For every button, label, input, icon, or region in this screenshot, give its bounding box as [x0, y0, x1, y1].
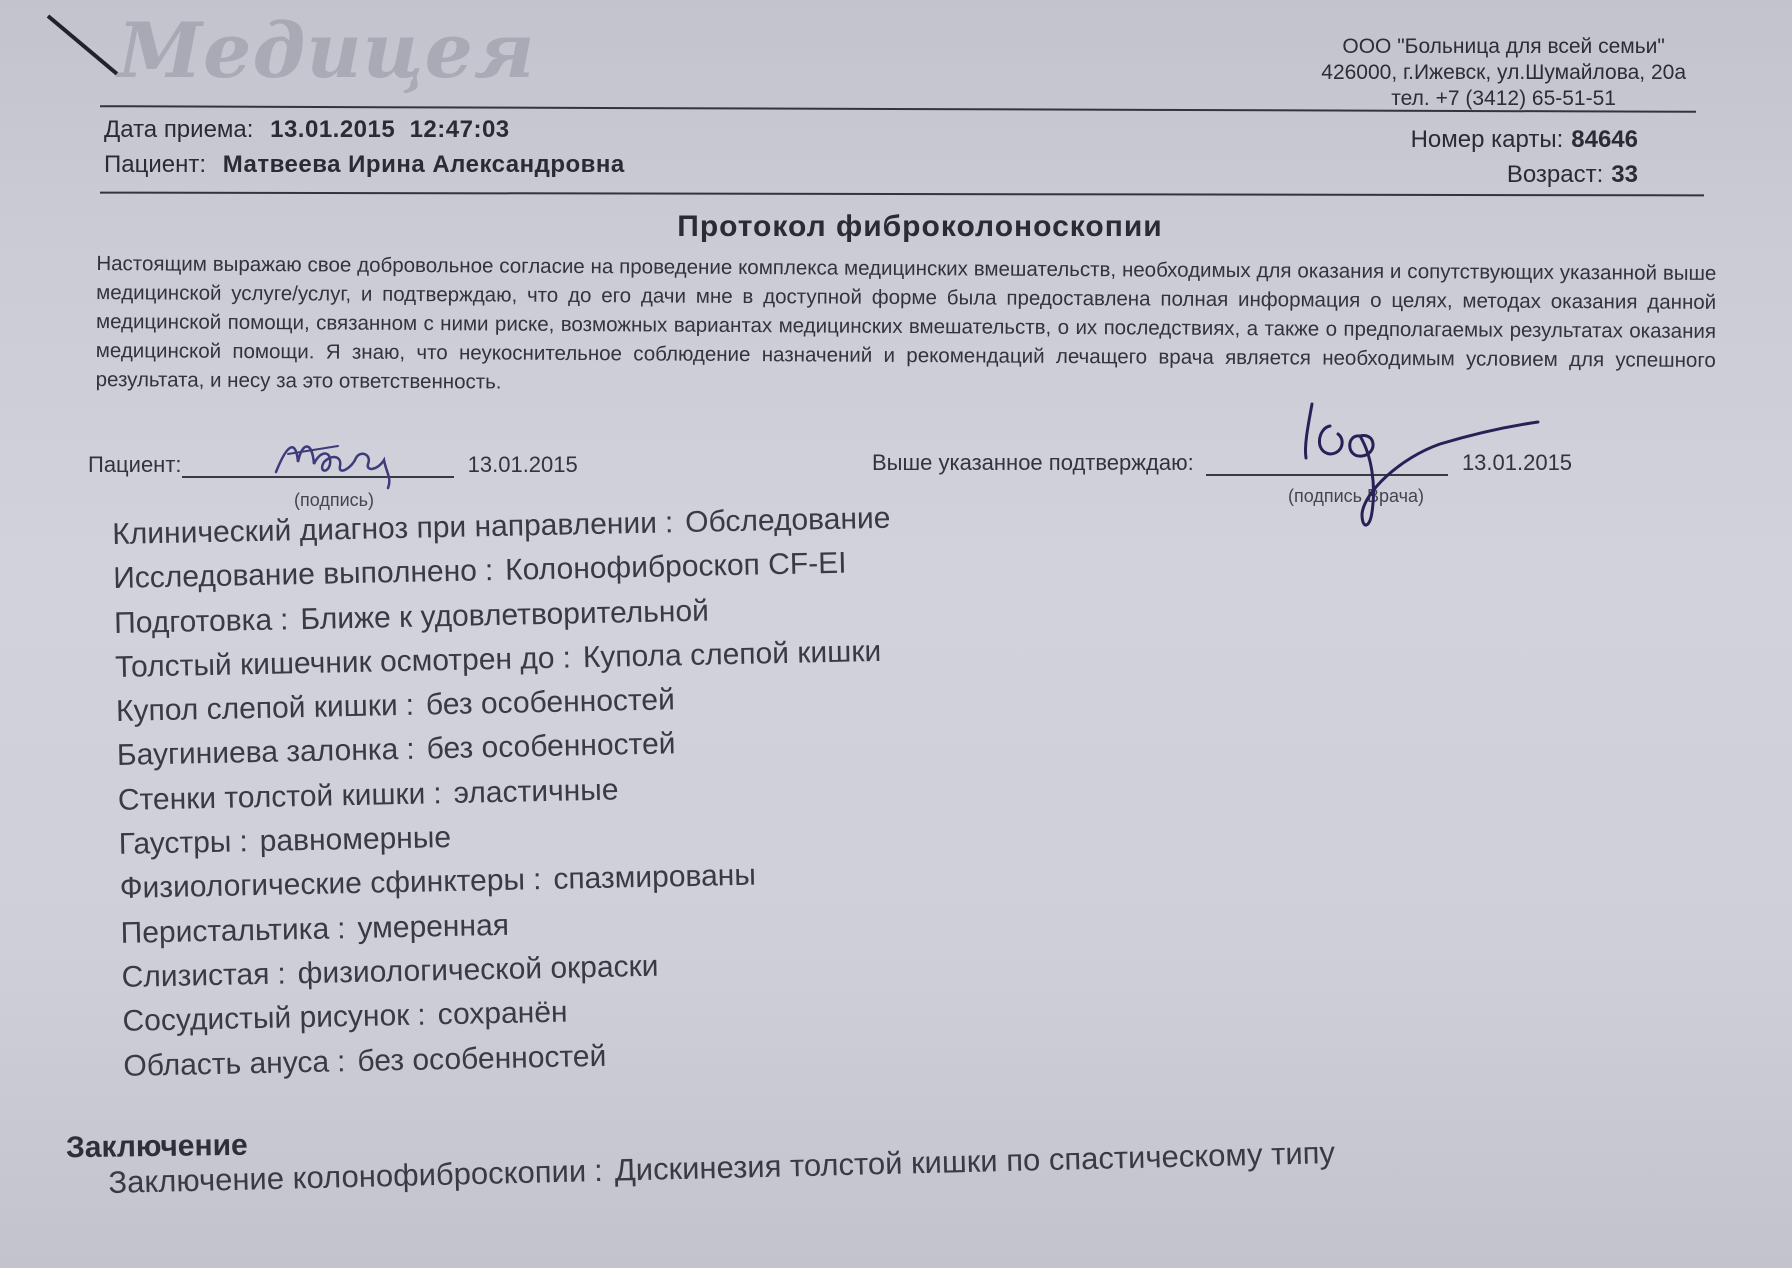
card-number-label: Номер карты: [1410, 126, 1564, 153]
card-number-value: 84646 [1571, 126, 1638, 153]
field-label: Стенки толстой кишки [117, 777, 426, 817]
conclusion-label: Заключение колонофиброскопии [108, 1153, 587, 1200]
patient-label: Пациент: [104, 151, 207, 178]
field-value: умеренная [357, 908, 510, 945]
field-row: Слизистая : физиологической окраски [121, 949, 659, 994]
doctor-handwritten-signature [1290, 396, 1550, 536]
field-label: Область ануса [123, 1045, 330, 1083]
field-value: физиологической окраски [297, 949, 659, 991]
patient-signature-date: 13.01.2015 [467, 452, 578, 477]
examination-fields [112, 502, 902, 1094]
patient-row [104, 147, 625, 182]
organization-phone: тел. +7 (3412) 65-51-51 [1391, 87, 1616, 110]
field-label: Клинический диагноз при направлении [112, 506, 658, 551]
field-value: без особенностей [426, 727, 676, 766]
conclusion-value: Дискинезия толстой кишки по спастическому типу [614, 1135, 1336, 1188]
organization-name: ООО "Больница для всей семьи" [1342, 35, 1665, 58]
page-title: Протокол фиброколоноскопии [677, 210, 1163, 243]
visit-date-row [104, 112, 625, 147]
field-label: Исследование выполнено [112, 554, 478, 596]
field-row: Толстый кишечник осмотрен до : Купола слепой кишки [114, 634, 882, 684]
field-row: Клинический диагноз при направлении : Обследование [112, 501, 891, 551]
organization-address: 426000, г.Ижевск, ул.Шумайлова, 20а [1321, 61, 1686, 84]
clinic-logo: Медицея [118, 6, 536, 95]
field-value: Колонофиброскоп CF-EI [504, 546, 847, 588]
field-row: Баугиниева залонка : без особенностей [116, 727, 676, 773]
age-value: 33 [1611, 161, 1638, 188]
patient-signature-label: Пациент: [88, 452, 182, 477]
field-value: равномерные [259, 821, 452, 859]
conclusion-heading: Заключение [65, 1128, 248, 1165]
patient-name: Матвеева Ирина Александровна [222, 151, 625, 178]
field-value: без особенностей [357, 1039, 607, 1078]
field-label: Толстый кишечник осмотрен до [114, 641, 555, 684]
field-label: Слизистая [121, 957, 270, 994]
field-value: Обследование [684, 501, 891, 539]
doctor-signature-caption: (подпись Врача) [1288, 486, 1425, 506]
card-number-row [1411, 122, 1638, 157]
field-row: Купол слепой кишки : без особенностей [115, 683, 676, 729]
patient-signature-caption: (подпись) [294, 490, 375, 510]
card-info [1411, 122, 1638, 192]
field-label: Гаустры [118, 825, 232, 862]
field-value: Купола слепой кишки [582, 634, 882, 675]
field-row: Гаустры : равномерные [118, 821, 452, 862]
field-label: Перистальтика [120, 912, 330, 950]
field-value: сохранён [437, 995, 568, 1032]
conclusion-row: Заключение колонофиброскопии : Дискинезия толстой кишки по спастическому типу [108, 1135, 1336, 1200]
field-row: Перистальтика : умеренная [120, 908, 510, 950]
field-value: Ближе к удовлетворительной [300, 594, 710, 636]
doctor-signature-label: Выше указанное подтверждаю: [872, 450, 1194, 475]
field-label: Баугиниева залонка [116, 733, 399, 773]
meta-divider [100, 192, 1704, 197]
field-row: Подготовка : Ближе к удовлетворительной [113, 594, 710, 640]
field-value: спазмированы [553, 858, 757, 897]
consent-paragraph: Настоящим выражаю свое добровольное согласие на проведение комплекса медицинских вмешательств, необходимых для оказания и сопутствующих указанной выше медицинской услуге/услуг, и подтверждаю, что до его дачи мне в доступной форме была предоставлена полная информация о целях, методах оказания данной медицинской помощи, связанном с ними риске, возможных вариантах медицинских вмешательств, о их последствиях, а также о предполагаемых результатах оказания медицинской помощи. Я знаю, что неукоснительное соблюдение назначений и рекомендаций лечащего врача является необходимым условием для успешного результата, и несу за это ответственность. [95, 252, 1717, 394]
field-label: Сосудистый рисунок [122, 999, 410, 1039]
patient-handwritten-signature [268, 432, 448, 492]
field-label: Подготовка [113, 603, 273, 640]
field-row: Стенки толстой кишки : эластичные [117, 773, 619, 817]
field-row: Физиологические сфинктеры : спазмированы [119, 858, 757, 906]
visit-date-value: 13.01.2015 12:47:03 [270, 116, 510, 143]
field-value: эластичные [453, 773, 619, 810]
visit-date-label: Дата приема: [104, 116, 254, 143]
pen-mark [47, 14, 119, 75]
age-label: Возраст: [1506, 161, 1604, 188]
field-row: Область ануса : без особенностей [123, 1039, 607, 1083]
field-label: Физиологические сфинктеры [119, 863, 526, 906]
field-label: Купол слепой кишки [115, 689, 398, 729]
doctor-signature-date: 13.01.2015 [1461, 450, 1573, 475]
field-row: Исследование выполнено : Колонофиброскоп CF-EI [112, 546, 847, 596]
field-value: без особенностей [425, 683, 676, 722]
visit-info [104, 112, 625, 182]
organization-block [1321, 34, 1686, 112]
field-row: Сосудистый рисунок : сохранён [122, 995, 568, 1039]
age-row [1411, 157, 1638, 192]
